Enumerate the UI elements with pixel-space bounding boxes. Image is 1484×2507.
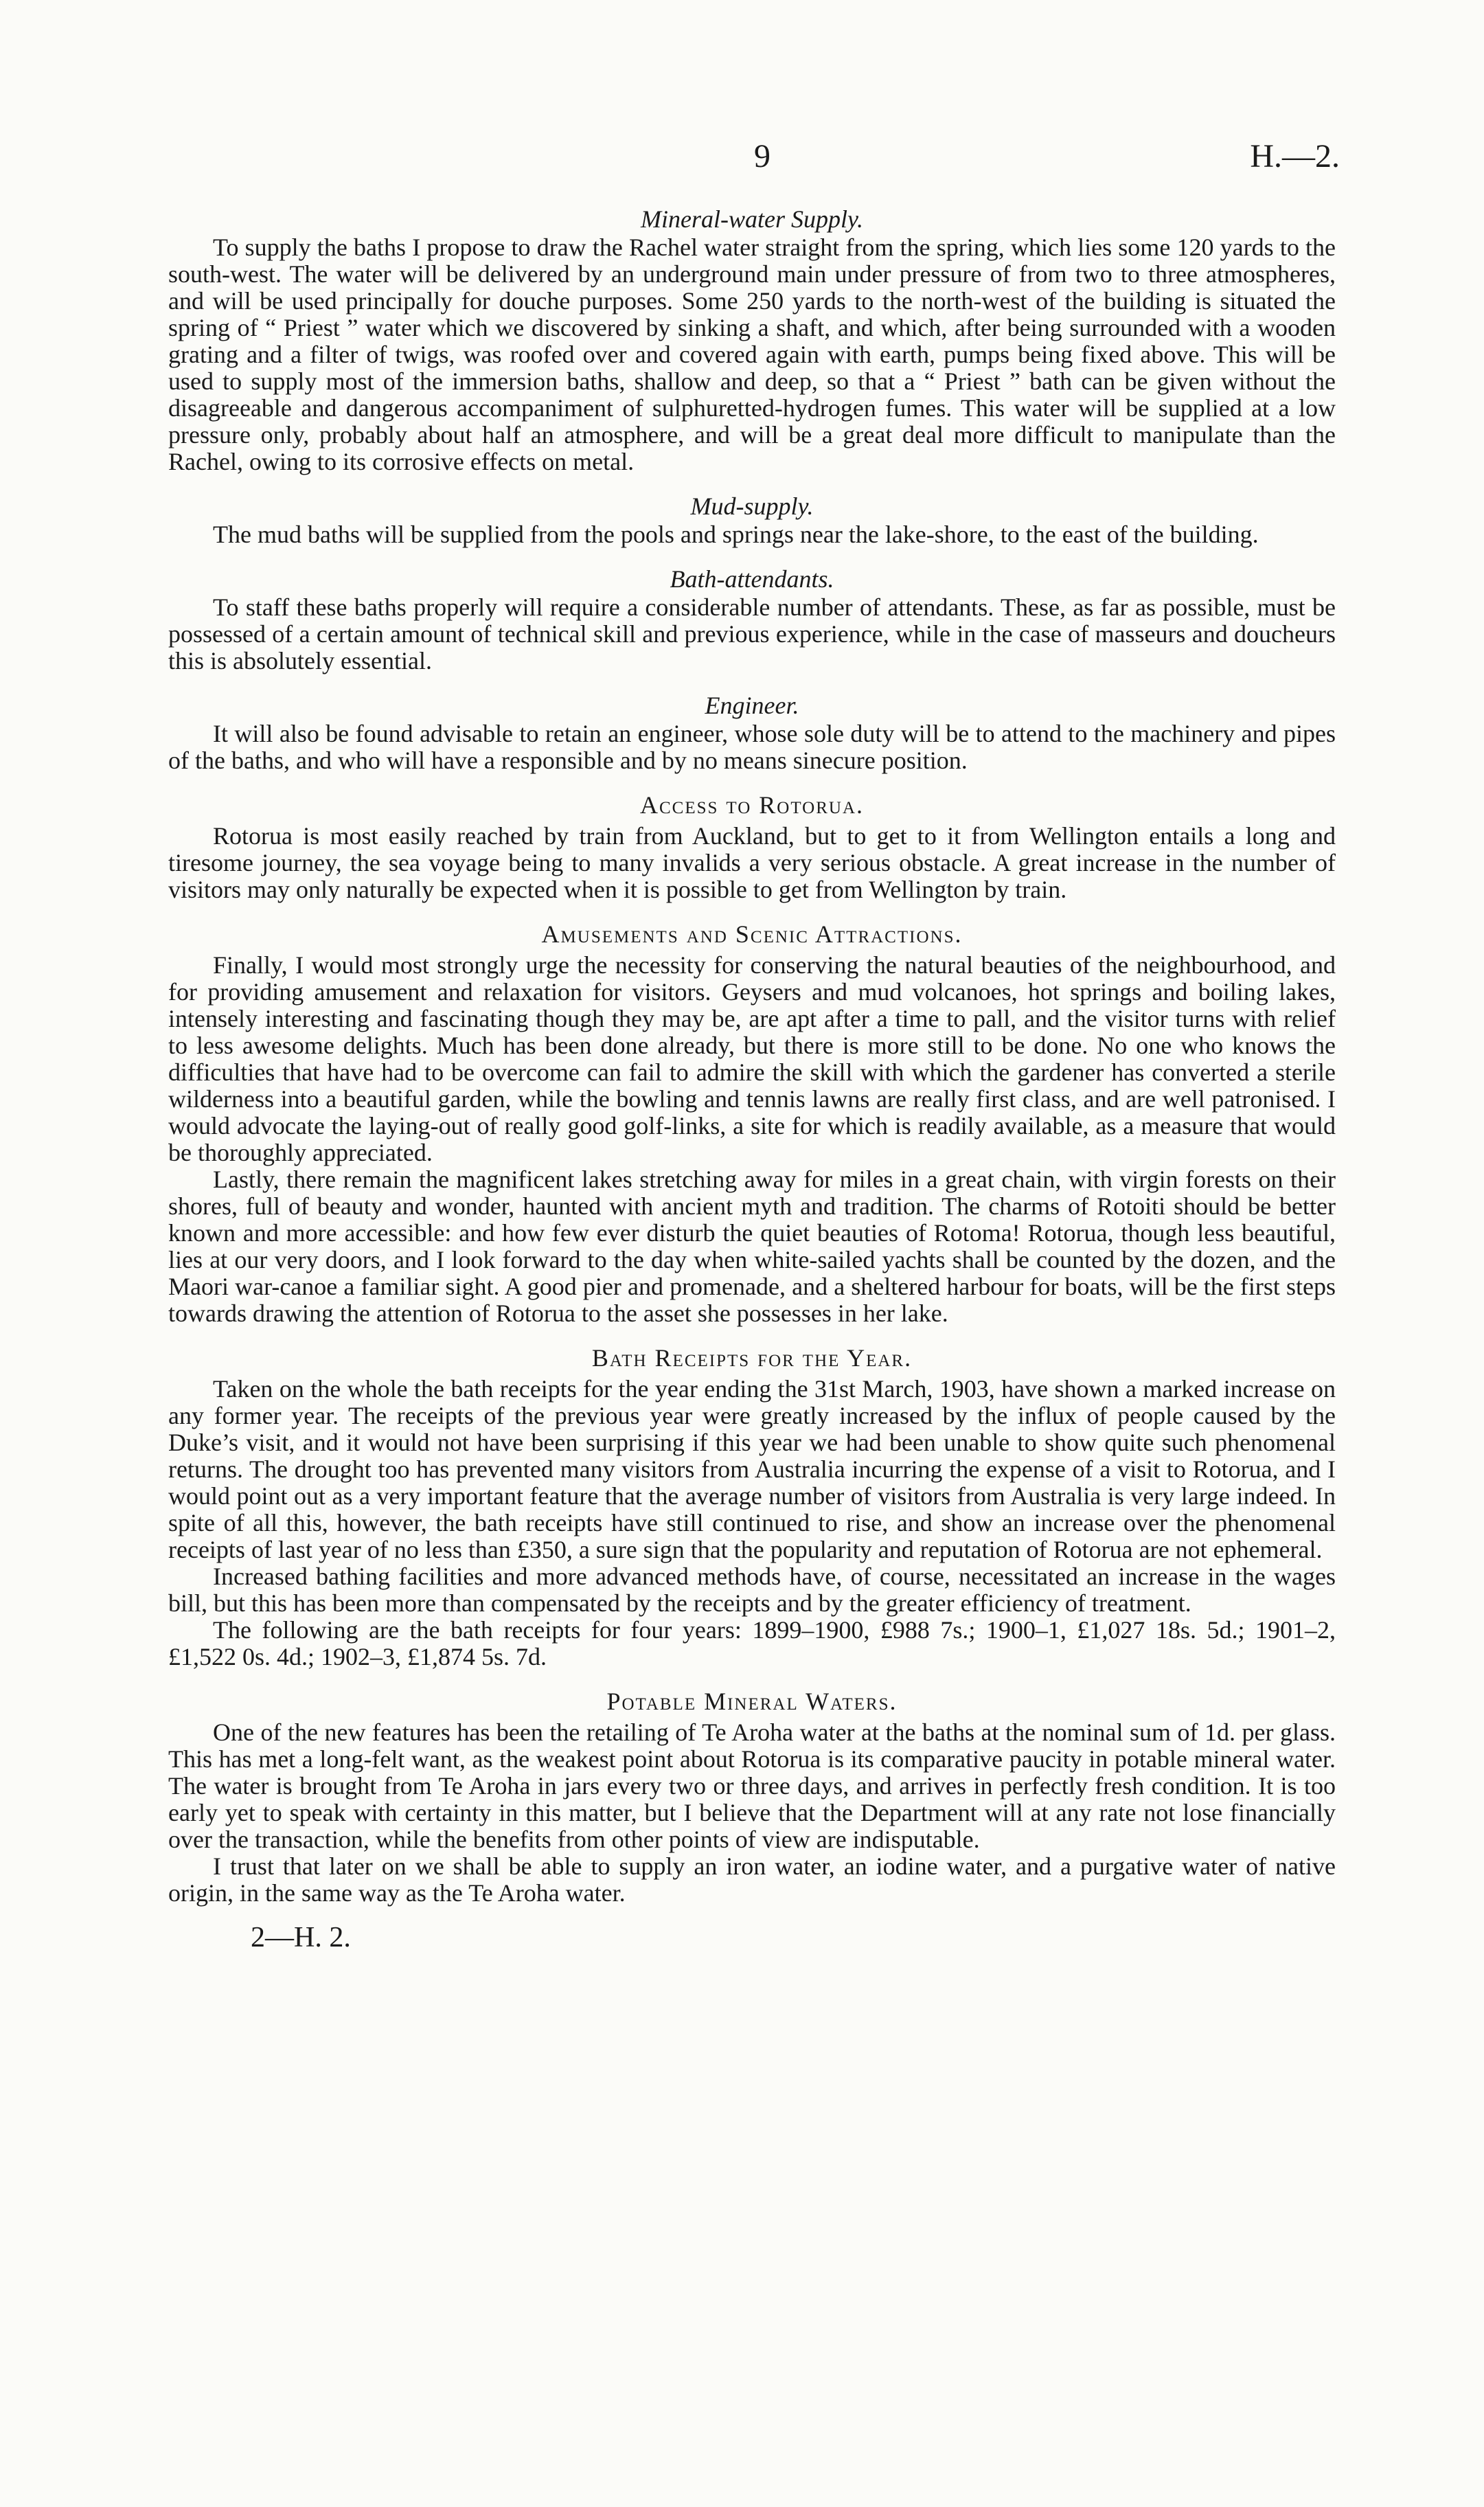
paragraph: I trust that later on we shall be able to supply an iron water, an iodine water, and a purgative water of native origin, in the same way as the Te Aroha water. (168, 1852, 1336, 1907)
section-mineral-water-supply (168, 206, 1336, 475)
document-reference: H.—2. (1250, 138, 1340, 174)
section-amusements (168, 921, 1336, 1327)
document-body (168, 206, 1336, 1951)
section-bath-receipts (168, 1345, 1336, 1670)
section-heading: Access to Rotorua. (639, 791, 865, 819)
section-potable-mineral-waters (168, 1688, 1336, 1907)
section-heading: Bath-attendants. (670, 565, 834, 593)
paragraph: Rotorua is most easily reached by train from Auckland, but to get to it from Wellington entails a long and tiresome journey, the sea voyage being to many invalids a very serious obstacle. A great increase in the number of visitors may only naturally be expected when it is possible to get from Wellington by train. (168, 822, 1336, 903)
paragraph: Finally, I would most strongly urge the necessity for conserving the natural beauties of the neighbourhood, and for providing amusement and relaxation for visitors. Geysers and mud volcanoes, hot springs and boiling lakes, intensely interesting and fascinating though they may be, are apt after a time to pall, and the visitor turns with relief to less awesome delights. Much has been done already, but there is more still to be done. No one who knows the difficulties that have had to be overcome can fail to admire the skill with which the gardener has converted a sterile wilderness into a beautiful garden, while the bowling and tennis lawns are really first class, and are well patronised. I would advocate the laying-out of really good golf-links, a site for which is readily available, as a measure that would be thoroughly appreciated. (168, 951, 1336, 1166)
paragraph: One of the new features has been the retailing of Te Aroha water at the baths at the nominal sum of 1d. per glass. This has met a long-felt want, as the weakest point about Rotorua is its comparative paucity in potable mineral water. The water is brought from Te Aroha in jars every two or three days, and arrives in perfectly fresh condition. It is too early yet to speak with certainty in this matter, but I believe that the Department will at any rate not lose financially over the transaction, while the benefits from other points of view are indisputable. (168, 1718, 1336, 1853)
paragraph: Increased bathing facilities and more advanced methods have, of course, necessitated an increase in the wages bill, but this has been more than compensated by the receipts and by the greater efficiency of treatment. (168, 1563, 1336, 1617)
paragraph: The mud baths will be supplied from the pools and springs near the lake-shore, to the east of the building. (213, 521, 1259, 548)
section-heading: Mud-supply. (690, 492, 814, 520)
section-engineer (168, 692, 1336, 774)
paragraph: It will also be found advisable to retain an engineer, whose sole duty will be to attend to the machinery and pipes of the baths, and who will have a responsible and by no means sinecure position. (168, 720, 1336, 774)
section-heading: Bath Receipts for the Year. (591, 1344, 913, 1372)
page-header (0, 137, 1484, 192)
section-heading: Engineer. (705, 692, 799, 719)
paragraph: To supply the baths I propose to draw the Rachel water straight from the spring, which lies some 120 yards to the south-west. The water will be delivered by an underground main under pressure of from two to three atmospheres, and will be used principally for douche purposes. Some 250 yards to the north-west of the building is situated the spring of “ Priest ” water which we discovered by sinking a shaft, and which, after being surrounded with a wooden grating and a filter of twigs, was roofed over and covered again with earth, pumps being fixed above. This will be used to supply most of the immersion baths, shallow and deep, so that a “ Priest ” bath can be given without the disagreeable and dangerous accompaniment of sulphuretted-hydrogen fumes. This water will be supplied at a low pressure only, probably about half an atmosphere, and will be a great deal more difficult to manipulate than the Rachel, owing to its corrosive effects on metal. (168, 234, 1336, 475)
section-heading: Potable Mineral Waters. (606, 1688, 898, 1715)
section-bath-attendants (168, 566, 1336, 674)
paragraph: To staff these baths properly will require a considerable number of attendants. These, as far as possible, must be possessed of a certain amount of technical skill and previous experience, while in the case of masseurs and doucheurs this is absolutely essential. (168, 593, 1336, 674)
paragraph: Taken on the whole the bath receipts for the year ending the 31st March, 1903, have shown a marked increase on any former year. The receipts of the previous year were greatly increased by the influx of people caused by the Duke’s visit, and it would not have been surprising if this year we had been unable to show quite such phenomenal returns. The drought too has prevented many visitors from Australia incurring the expense of a visit to Rotorua, and I would point out as a very important feature that the average number of visitors from Australia is very large indeed. In spite of all this, however, the bath receipts have still continued to rise, and show an increase over the phenomenal receipts of last year of no less than £350, a sure sign that the popularity and reputation of Rotorua are not ephemeral. (168, 1375, 1336, 1563)
section-mud-supply (168, 493, 1336, 548)
section-heading: Amusements and Scenic Attractions. (541, 920, 963, 948)
section-access-to-rotorua (168, 792, 1336, 903)
section-heading: Mineral-water Supply. (641, 205, 863, 233)
paragraph: Lastly, there remain the magnificent lakes stretching away for miles in a great chain, with virgin forests on their shores, full of beauty and wonder, haunted with ancient myth and tradition. The charms of Rotoiti should be better known and more accessible: and how few ever disturb the quiet beauties of Rotoma! Rotorua, though less beautiful, lies at our very doors, and I look forward to the day when white-sailed yachts shall be counted by the dozen, and the Maori war-canoe a familiar sight. A good pier and promenade, and a sheltered harbour for boats, will be the first steps towards drawing the attention of Rotorua to the asset she possesses in her lake. (168, 1166, 1336, 1327)
paragraph: The following are the bath receipts for four years: 1899–1900, £988 7s.; 1900–1, £1,027 18s. 5d.; 1901–2, £1,522 0s. 4d.; 1902–3, £1,874 5s. 7d. (168, 1616, 1336, 1670)
signature-reference: 2—H. 2. (251, 1922, 351, 1953)
page-number: 9 (754, 138, 770, 174)
